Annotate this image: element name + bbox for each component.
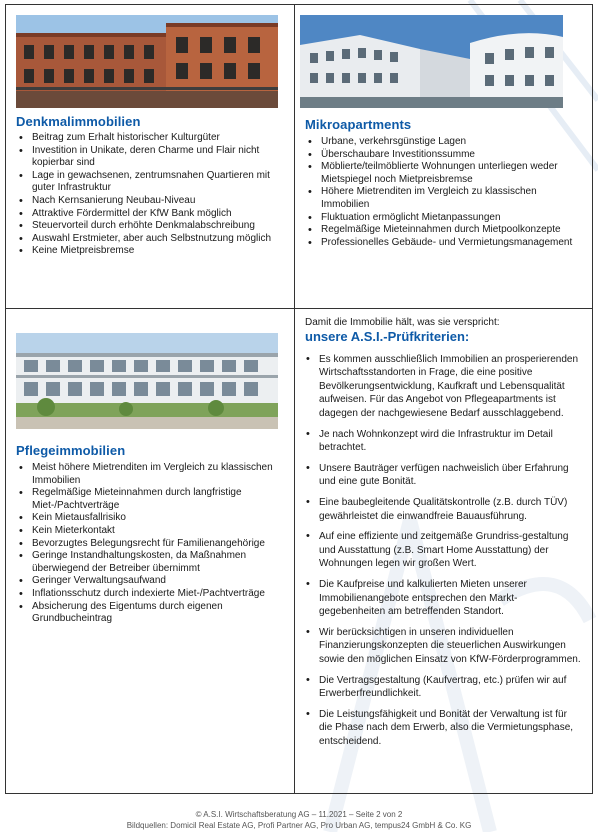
list-item: • Keine Mietpreisbremse <box>16 245 286 258</box>
mikro-photo <box>300 15 563 108</box>
historic-building-image <box>16 15 278 108</box>
list-item: • Beitrag zum Erhalt historischer Kulturgüter <box>16 132 286 145</box>
cell-mikroapartments <box>295 5 592 308</box>
denkmal-heading: Denkmalimmobilien <box>16 114 141 129</box>
list-item: • Auswahl Erstmieter, aber auch Selbstnutzung möglich <box>16 233 286 246</box>
list-item: • Höhere Mietrenditen im Vergleich zu klassischen Immobilien <box>305 186 585 211</box>
criteria-list <box>301 353 583 756</box>
footer-copyright: © A.S.I. Wirtschaftsberatung AG – 11.2021 – Seite 2 von 2 <box>195 810 403 819</box>
list-item: • Die Vertragsgestaltung (Kaufvertrag, etc.) prüfen wir auf Erwerberfreundlichkeit. <box>301 674 583 701</box>
list-item: • Absicherung des Eigentums durch eigenen Grundbucheintrag <box>16 601 288 626</box>
list-item: • Lage in gewachsenen, zentrumsnahen Quartieren mit guter Infrastruktur <box>16 170 286 195</box>
mikro-benefits-list <box>305 136 585 249</box>
list-item: • Die Leistungsfähigkeit und Bonität der Verwaltung ist für die Phase nach dem Erwerb, also die Vermietungsphase, entscheidend. <box>301 708 583 748</box>
list-item: • Fluktuation ermöglicht Mietanpassungen <box>305 212 585 225</box>
content-grid <box>5 4 593 794</box>
list-item: • Kein Mietausfallrisiko <box>16 512 288 525</box>
list-item: • Regelmäßige Mieteinnahmen durch Mietpoolkonzepte <box>305 224 585 237</box>
cell-pruefkriterien <box>295 309 592 793</box>
denkmal-photo <box>16 15 278 108</box>
denkmal-benefits-list <box>16 132 286 258</box>
list-item: • Auf eine effiziente und zeitgemäße Grundriss-gestaltung und Ausstattung (z.B. Smart Home Ausstattung) der Wohnungen legen wir großen Wert. <box>301 530 583 570</box>
list-item: • Es kommen ausschließlich Immobilien an prosperierenden Wirtschaftsstandorten in Frage, die eine positive Bevölkerungsentwicklung, Kaufkraft und Lebensqualität aufweisen. Für das Angebot von Pflegeapartments ist dagegen der nachgewiesene Bedarf ausschlaggebend. <box>301 353 583 420</box>
list-item: • Professionelles Gebäude- und Vermietungsmanagement <box>305 237 585 250</box>
list-item: • Urbane, verkehrsgünstige Lagen <box>305 136 585 149</box>
criteria-intro: Damit die Immobilie hält, was sie verspricht: <box>305 317 500 328</box>
list-item: • Wir berücksichtigen in unseren individuellen Finanzierungskonzepten die steuerlichen Auswirkungen sowie den möglichen Einsatz von KfW-Förderprogrammen. <box>301 626 583 666</box>
list-item: • Inflationsschutz durch indexierte Miet-/Pachtverträge <box>16 588 288 601</box>
care-home-image <box>16 333 278 429</box>
list-item: • Nach Kernsanierung Neubau-Niveau <box>16 195 286 208</box>
modern-building-image <box>300 15 563 108</box>
list-item: • Steuervorteil durch erhöhte Denkmalabschreibung <box>16 220 286 233</box>
criteria-heading: unsere A.S.I.-Prüfkriterien: <box>305 329 470 344</box>
pflege-photo <box>16 333 278 429</box>
list-item: • Möblierte/teilmöblierte Wohnungen unterliegen weder Mietspiegel noch Mietpreisbremse <box>305 161 585 186</box>
list-item: • Kein Mieterkontakt <box>16 525 288 538</box>
list-item: • Attraktive Fördermittel der KfW Bank möglich <box>16 208 286 221</box>
pflege-benefits-list <box>16 462 288 626</box>
list-item: • Je nach Wohnkonzept wird die Infrastruktur im Detail betrachtet. <box>301 428 583 455</box>
list-item: • Unsere Bauträger verfügen nachweislich über Erfahrung und eine gute Bonität. <box>301 462 583 489</box>
footer-image-sources: Bildquellen: Domicil Real Estate AG, Profi Partner AG, Pro Urban AG, tempus24 GmbH & Co. KG <box>126 821 472 830</box>
list-item: • Bevorzugtes Belegungsrecht für Familienangehörige <box>16 538 288 551</box>
list-item: • Regelmäßige Mieteinnahmen durch langfristige Miet-/Pachtverträge <box>16 487 288 512</box>
list-item: • Überschaubare Investitionssumme <box>305 149 585 162</box>
pflege-heading: Pflegeimmobilien <box>16 443 126 458</box>
mikro-heading: Mikroapartments <box>305 117 412 132</box>
cell-denkmalimmobilien <box>6 5 294 308</box>
list-item: • Eine baubegleitende Qualitätskontrolle (z.B. durch TÜV) gewährleistet die einwandfreie Bauausführung. <box>301 496 583 523</box>
list-item: • Die Kaufpreise und kalkulierten Mieten unserer Immobilienangebote entsprechen den Markt-gegebenheiten am betreffenden Standort. <box>301 578 583 618</box>
list-item: • Geringer Verwaltungsaufwand <box>16 575 288 588</box>
cell-pflegeimmobilien <box>6 309 294 793</box>
list-item: • Investition in Unikate, deren Charme und Flair nicht kopierbar sind <box>16 145 286 170</box>
list-item: • Geringe Instandhaltungskosten, da Maßnahmen überwiegend der Betreiber übernimmt <box>16 550 288 575</box>
list-item: • Meist höhere Mietrenditen im Vergleich zu klassischen Immobilien <box>16 462 288 487</box>
